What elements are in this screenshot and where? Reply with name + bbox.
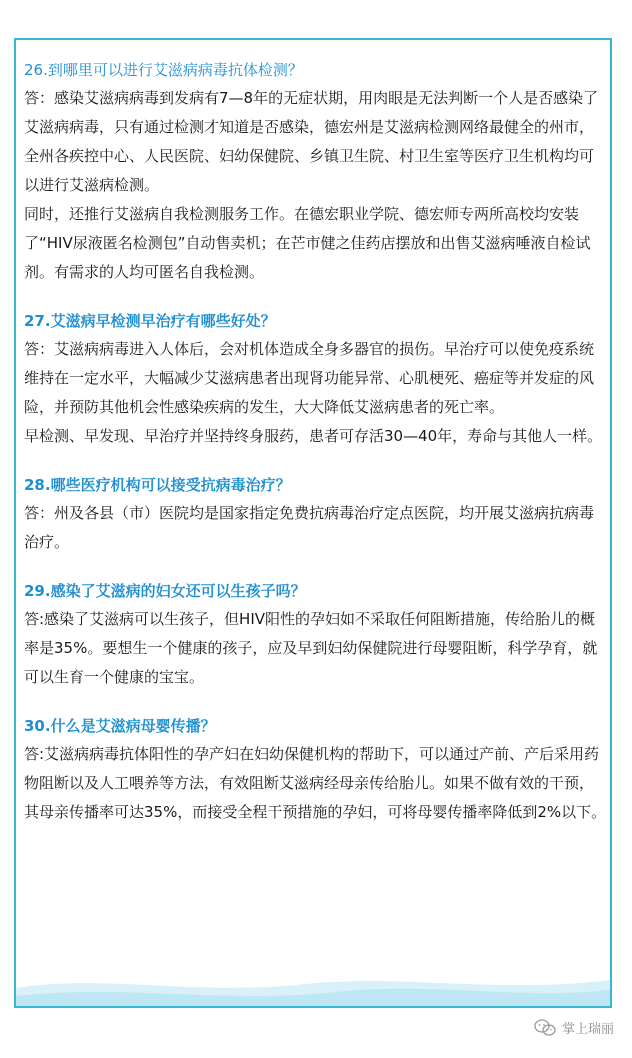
answer-30	[24, 740, 608, 827]
source-footer	[534, 1018, 614, 1037]
answer-paragraph: 早检测、早发现、早治疗并坚持终身服药，患者可存活30—40年，寿命与其他人一样。	[24, 427, 603, 445]
answer-29	[24, 605, 608, 692]
qa-item-30	[24, 714, 608, 827]
question-28: 28.哪些医疗机构可以接受抗病毒治疗？	[24, 476, 291, 494]
answer-paragraph: 答:艾滋病病毒抗体阳性的孕产妇在妇幼保健机构的帮助下，可以通过产前、产后采用药物阻断以及人工喂养等方法，有效阻断艾滋病经母亲传给胎儿。如果不做有效的干预，其母亲传播率可达35%，而接受全程干预措施的孕妇，可将母婴传播率降低到2%以下。	[24, 745, 607, 821]
answer-paragraph: 答：州及各县（市）医院均是国家指定免费抗病毒治疗定点医院，均开展艾滋病抗病毒治疗。	[24, 504, 595, 551]
qa-item-28	[24, 473, 608, 557]
question-27: 27.艾滋病早检测早治疗有哪些好处？	[24, 312, 276, 330]
answer-paragraph: 答:感染了艾滋病可以生孩子，但HIV阳性的孕妇如不采取任何阻断措施，传给胎儿的概率是35%。要想生一个健康的孩子，应及早到妇幼保健院进行母婴阻断，科学孕育，就可以生育一个健康的宝宝。	[24, 610, 598, 686]
question-26: 26.到哪里可以进行艾滋病病毒抗体检测？	[24, 61, 303, 79]
question-30: 30.什么是艾滋病母婴传播？	[24, 717, 216, 735]
answer-paragraph: 同时，还推行艾滋病自我检测服务工作。在德宏职业学院、德宏师专两所高校均安装了“HIV尿液匿名检测包”自动售卖机；在芒市健之佳药店摆放和出售艾滋病唾液自检试剂。有需求的人均可匿名自我检测。	[24, 205, 591, 281]
wechat-icon	[534, 1019, 556, 1037]
source-name: 掌上瑞丽	[561, 1022, 614, 1037]
decorative-wave	[16, 966, 610, 1006]
content-card	[14, 38, 612, 1008]
qa-item-26	[24, 58, 608, 287]
question-29: 29.感染了艾滋病的妇女还可以生孩子吗？	[24, 582, 306, 600]
qa-item-29	[24, 579, 608, 692]
answer-paragraph: 答：感染艾滋病病毒到发病有7—8年的无症状期，用肉眼是无法判断一个人是否感染了艾滋病病毒，只有通过检测才知道是否感染，德宏州是艾滋病检测网络最健全的州市，全州各疾控中心、人民医院、妇幼保健院、乡镇卫生院、村卫生室等医疗卫生机构均可以进行艾滋病检测。	[24, 89, 599, 194]
answer-paragraph: 答：艾滋病病毒进入人体后，会对机体造成全身多器官的损伤。早治疗可以使免疫系统维持在一定水平，大幅减少艾滋病患者出现肾功能异常、心肌梗死、癌症等并发症的风险，并预防其他机会性感染疾病的发生，大大降低艾滋病患者的死亡率。	[24, 340, 595, 416]
answer-27	[24, 335, 608, 451]
qa-item-27	[24, 309, 608, 451]
answer-28	[24, 499, 608, 557]
qa-list	[24, 58, 608, 849]
answer-26	[24, 84, 608, 287]
